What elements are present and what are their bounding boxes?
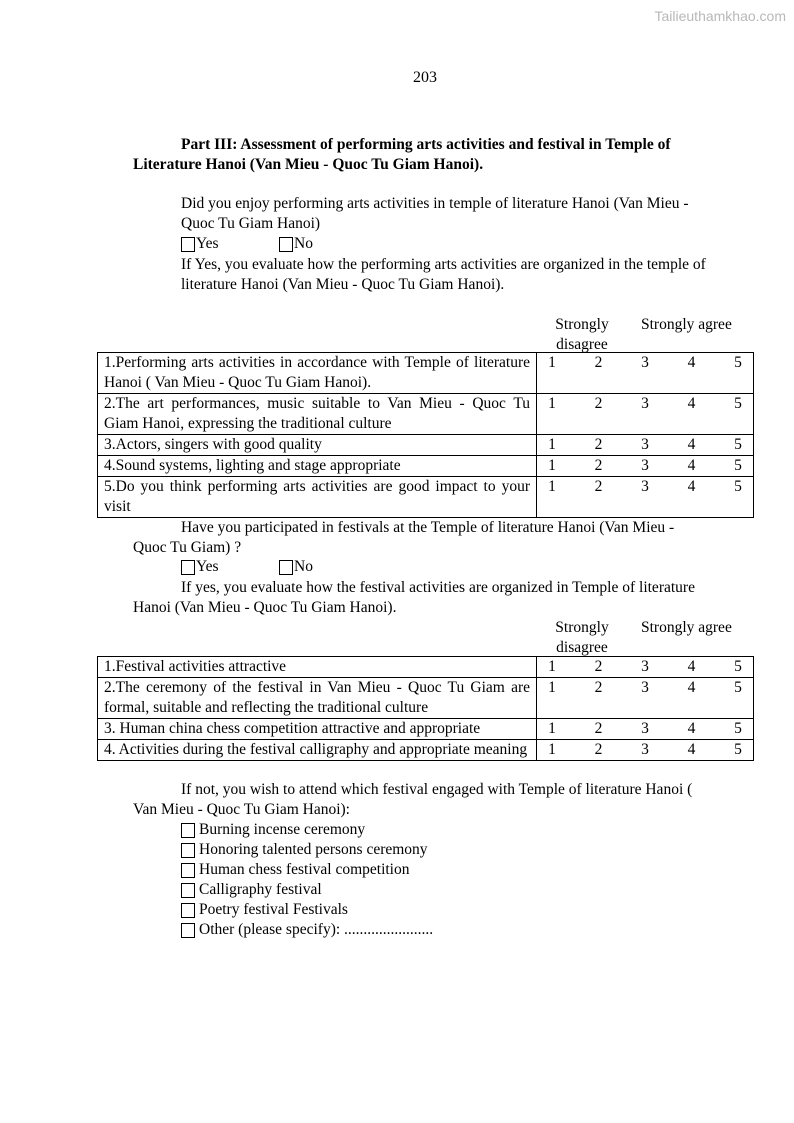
festival-option-label: Calligraphy festival: [199, 881, 322, 898]
q1-text-line2: Quoc Tu Giam Hanoi): [181, 215, 321, 232]
q2-text-line1: Have you participated in festivals at the Temple of literature Hanoi (Van Mieu -: [181, 519, 675, 536]
criterion-text: 3.Actors, singers with good quality: [98, 435, 537, 456]
festival-option[interactable]: [181, 900, 348, 920]
festival-option-label: Poetry festival Festivals: [199, 901, 348, 918]
festival-option-label: Burning incense ceremony: [199, 821, 366, 838]
strongly-agree-label: Strongly agree: [641, 316, 732, 333]
festival-option[interactable]: [181, 860, 410, 880]
checkbox-icon[interactable]: [181, 923, 195, 938]
table-row: [98, 477, 754, 518]
festival-option[interactable]: [181, 880, 322, 900]
q3-text-line2: Van Mieu - Quoc Tu Giam Hanoi):: [133, 801, 350, 818]
strongly-disagree-label: Strongly disagree: [555, 619, 609, 656]
strongly-agree-label: Strongly agree: [641, 619, 732, 636]
criterion-text: 2.The ceremony of the festival in Van Mieu - Quoc Tu Giam are formal, suitable and reflecting the traditional culture: [98, 678, 537, 719]
rating-scale[interactable]: 1 2 3 4 5: [537, 657, 754, 678]
festival-option-label: Honoring talented persons ceremony: [199, 841, 428, 858]
q1-yes-label: Yes: [196, 235, 219, 252]
rating-scale[interactable]: 1 2 3 4 5: [537, 456, 754, 477]
q2-followup-line1: If yes, you evaluate how the festival activities are organized in Temple of literature: [181, 579, 695, 596]
table-row: [98, 740, 754, 761]
checkbox-icon[interactable]: [181, 560, 195, 575]
festival-option[interactable]: [181, 840, 428, 860]
checkbox-icon[interactable]: [181, 843, 195, 858]
table-row: [98, 394, 754, 435]
checkbox-icon[interactable]: [181, 863, 195, 878]
festival-option[interactable]: [181, 920, 433, 940]
q2-text-line2: Quoc Tu Giam) ?: [133, 539, 242, 556]
watermark: Tailieuthamkhao.com: [654, 8, 786, 24]
q2-no-option[interactable]: [279, 557, 313, 577]
q1-followup-line2: literature Hanoi (Van Mieu - Quoc Tu Giam Hanoi).: [181, 276, 505, 293]
checkbox-icon[interactable]: [181, 237, 195, 252]
checkbox-icon[interactable]: [181, 883, 195, 898]
table-row: [98, 435, 754, 456]
part-heading-line2: Literature Hanoi (Van Mieu - Quoc Tu Giam Hanoi).: [133, 156, 484, 173]
table-row: [98, 456, 754, 477]
checkbox-icon[interactable]: [181, 823, 195, 838]
festival-option-label: Other (please specify): .......................: [199, 921, 434, 938]
q2-yes-label: Yes: [196, 558, 219, 575]
criterion-text: 1.Festival activities attractive: [98, 657, 537, 678]
q1-no-option[interactable]: [279, 234, 313, 254]
rating-scale[interactable]: 1 2 3 4 5: [537, 719, 754, 740]
criterion-text: 5.Do you think performing arts activities are good impact to your visit: [98, 477, 537, 518]
table-row: [98, 657, 754, 678]
checkbox-icon[interactable]: [279, 237, 293, 252]
q2-followup-line2: Hanoi (Van Mieu - Quoc Tu Giam Hanoi).: [133, 599, 397, 616]
q2-no-label: No: [294, 558, 313, 575]
criterion-text: 4. Activities during the festival calligraphy and appropriate meaning: [98, 740, 537, 761]
criterion-text: 2.The art performances, music suitable to Van Mieu - Quoc Tu Giam Hanoi, expressing the traditional culture: [98, 394, 537, 435]
festival-option-label: Human chess festival competition: [199, 861, 410, 878]
festival-rating-table: [97, 656, 754, 761]
page-number: 203: [413, 69, 437, 86]
rating-scale[interactable]: 1 2 3 4 5: [537, 477, 754, 518]
checkbox-icon[interactable]: [279, 560, 293, 575]
festival-option[interactable]: [181, 820, 365, 840]
rating-scale[interactable]: 1 2 3 4 5: [537, 740, 754, 761]
q1-no-label: No: [294, 235, 313, 252]
q1-followup-line1: If Yes, you evaluate how the performing arts activities are organized in the temple of: [181, 256, 706, 273]
table-row: [98, 719, 754, 740]
rating-scale[interactable]: 1 2 3 4 5: [537, 394, 754, 435]
q1-yes-option[interactable]: [181, 234, 219, 254]
q2-yes-option[interactable]: [181, 557, 219, 577]
q1-text-line1: Did you enjoy performing arts activities in temple of literature Hanoi (Van Mieu -: [181, 195, 689, 212]
criterion-text: 1.Performing arts activities in accordance with Temple of literature Hanoi ( Van Mieu - Quoc Tu Giam Hanoi).: [98, 353, 537, 394]
rating-scale[interactable]: 1 2 3 4 5: [537, 678, 754, 719]
performing-arts-rating-table: [97, 352, 754, 518]
criterion-text: 3. Human china chess competition attractive and appropriate: [98, 719, 537, 740]
table-row: [98, 353, 754, 394]
rating-scale[interactable]: 1 2 3 4 5: [537, 435, 754, 456]
rating-scale[interactable]: 1 2 3 4 5: [537, 353, 754, 394]
part-heading-line1: Part III: Assessment of performing arts activities and festival in Temple of: [181, 136, 671, 153]
criterion-text: 4.Sound systems, lighting and stage appropriate: [98, 456, 537, 477]
q3-text-line1: If not, you wish to attend which festival engaged with Temple of literature Hanoi (: [181, 781, 693, 798]
table-row: [98, 678, 754, 719]
checkbox-icon[interactable]: [181, 903, 195, 918]
strongly-disagree-label: Strongly disagree: [555, 316, 609, 353]
